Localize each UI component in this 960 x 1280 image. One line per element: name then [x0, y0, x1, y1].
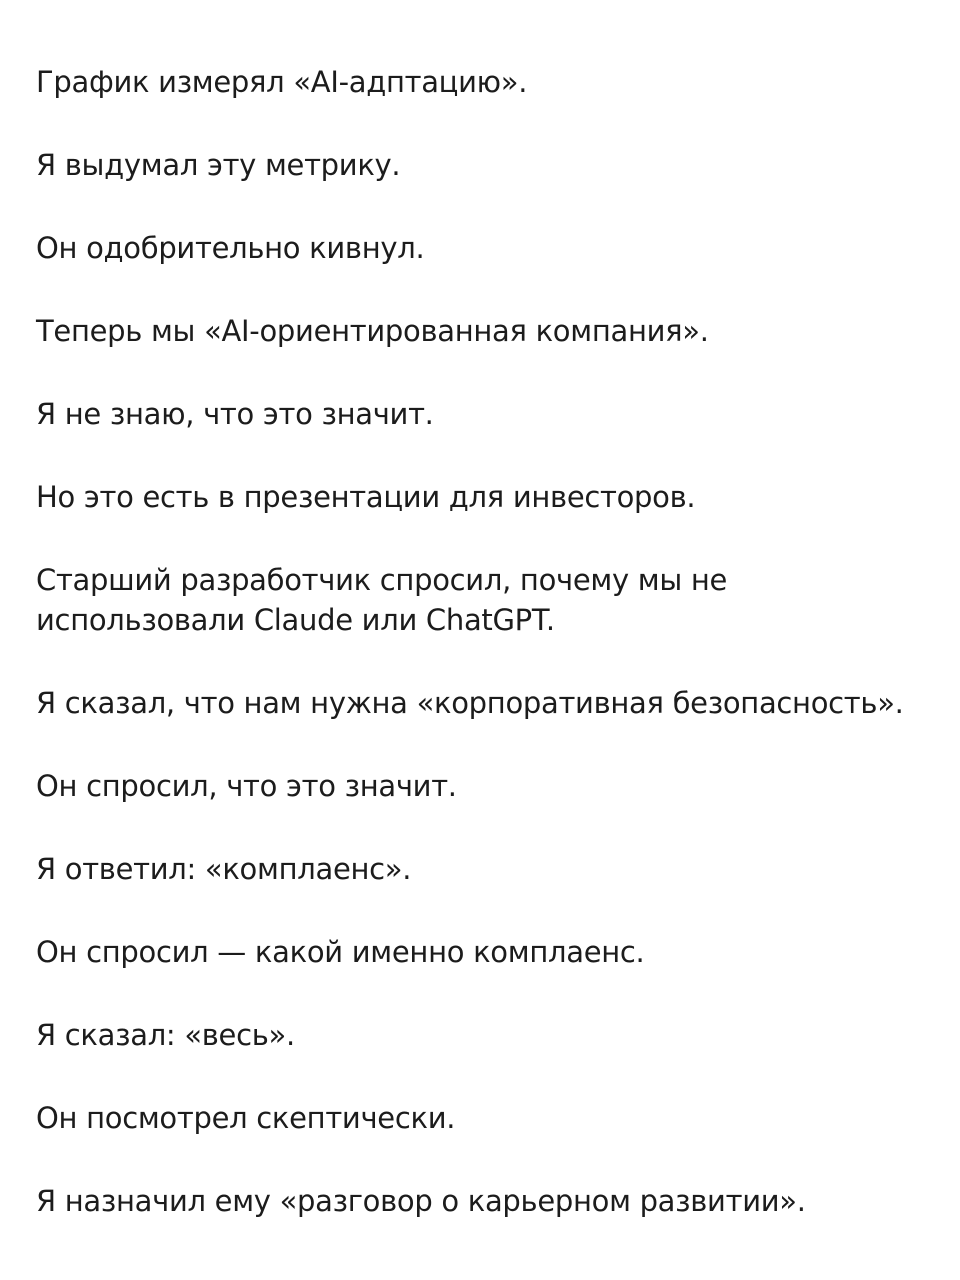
- paragraph-6: Но это есть в презентации для инвесторов.: [36, 480, 696, 514]
- paragraph-11: Он спросил — какой именно комплаенс.: [36, 935, 645, 969]
- paragraph-14: Я назначил ему «разговор о карьерном развитии».: [36, 1184, 806, 1218]
- paragraph-13: Он посмотрел скептически.: [36, 1101, 456, 1135]
- paragraph-8: Я сказал, что нам нужна «корпоративная безопасность».: [36, 686, 904, 720]
- paragraph-7: Старший разработчик спросил, почему мы не использовали Claude или ChatGPT.: [36, 563, 728, 637]
- paragraph-12: Я сказал: «весь».: [36, 1018, 295, 1052]
- paragraph-2: Я выдумал эту метрику.: [36, 148, 401, 182]
- paragraph-9: Он спросил, что это значит.: [36, 769, 457, 803]
- paragraph-1: График измерял «AI-адптацию».: [36, 65, 528, 99]
- paragraph-5: Я не знаю, что это значит.: [36, 397, 434, 431]
- paragraph-10: Я ответил: «комплаенс».: [36, 852, 412, 886]
- paragraph-3: Он одобрительно кивнул.: [36, 231, 425, 265]
- paragraph-4: Теперь мы «AI-ориентированная компания».: [36, 314, 709, 348]
